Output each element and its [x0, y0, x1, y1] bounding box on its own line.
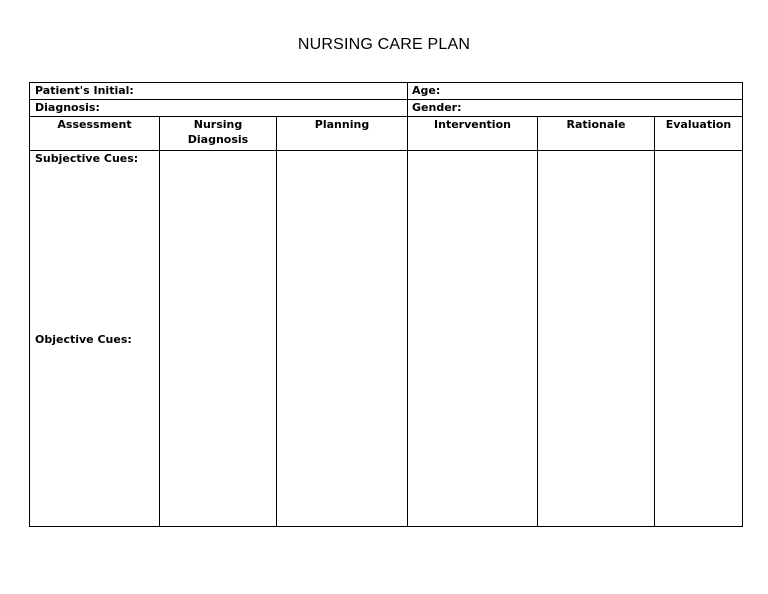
- age-label: Age:: [412, 84, 441, 97]
- col-divider-nursing-diagnosis: [159, 117, 160, 526]
- col-divider-rationale: [537, 117, 538, 526]
- column-header-rationale: Rationale: [566, 118, 626, 131]
- col-divider-intervention: [407, 83, 408, 526]
- row-divider-1: [30, 99, 742, 100]
- diagnosis-label: Diagnosis:: [35, 101, 100, 114]
- page-title: NURSING CARE PLAN: [297, 36, 471, 53]
- objective-cues-label: Objective Cues:: [35, 333, 132, 346]
- column-header-planning: Planning: [314, 118, 370, 131]
- column-header-intervention: Intervention: [434, 118, 511, 131]
- header-divider: [30, 150, 742, 151]
- column-header-evaluation: Evaluation: [665, 118, 732, 131]
- gender-label: Gender:: [412, 101, 462, 114]
- nursing-diagnosis-line1: Nursing: [193, 118, 243, 131]
- subjective-cues-label: Subjective Cues:: [35, 152, 139, 165]
- nursing-diagnosis-line2: Diagnosis: [187, 133, 249, 146]
- patient-initial-label: Patient's Initial:: [35, 84, 134, 97]
- column-header-nursing-diagnosis: [160, 117, 276, 147]
- col-divider-evaluation: [654, 117, 655, 526]
- col-divider-planning: [276, 117, 277, 526]
- column-header-assessment: Assessment: [57, 118, 132, 131]
- care-plan-form: [29, 82, 743, 527]
